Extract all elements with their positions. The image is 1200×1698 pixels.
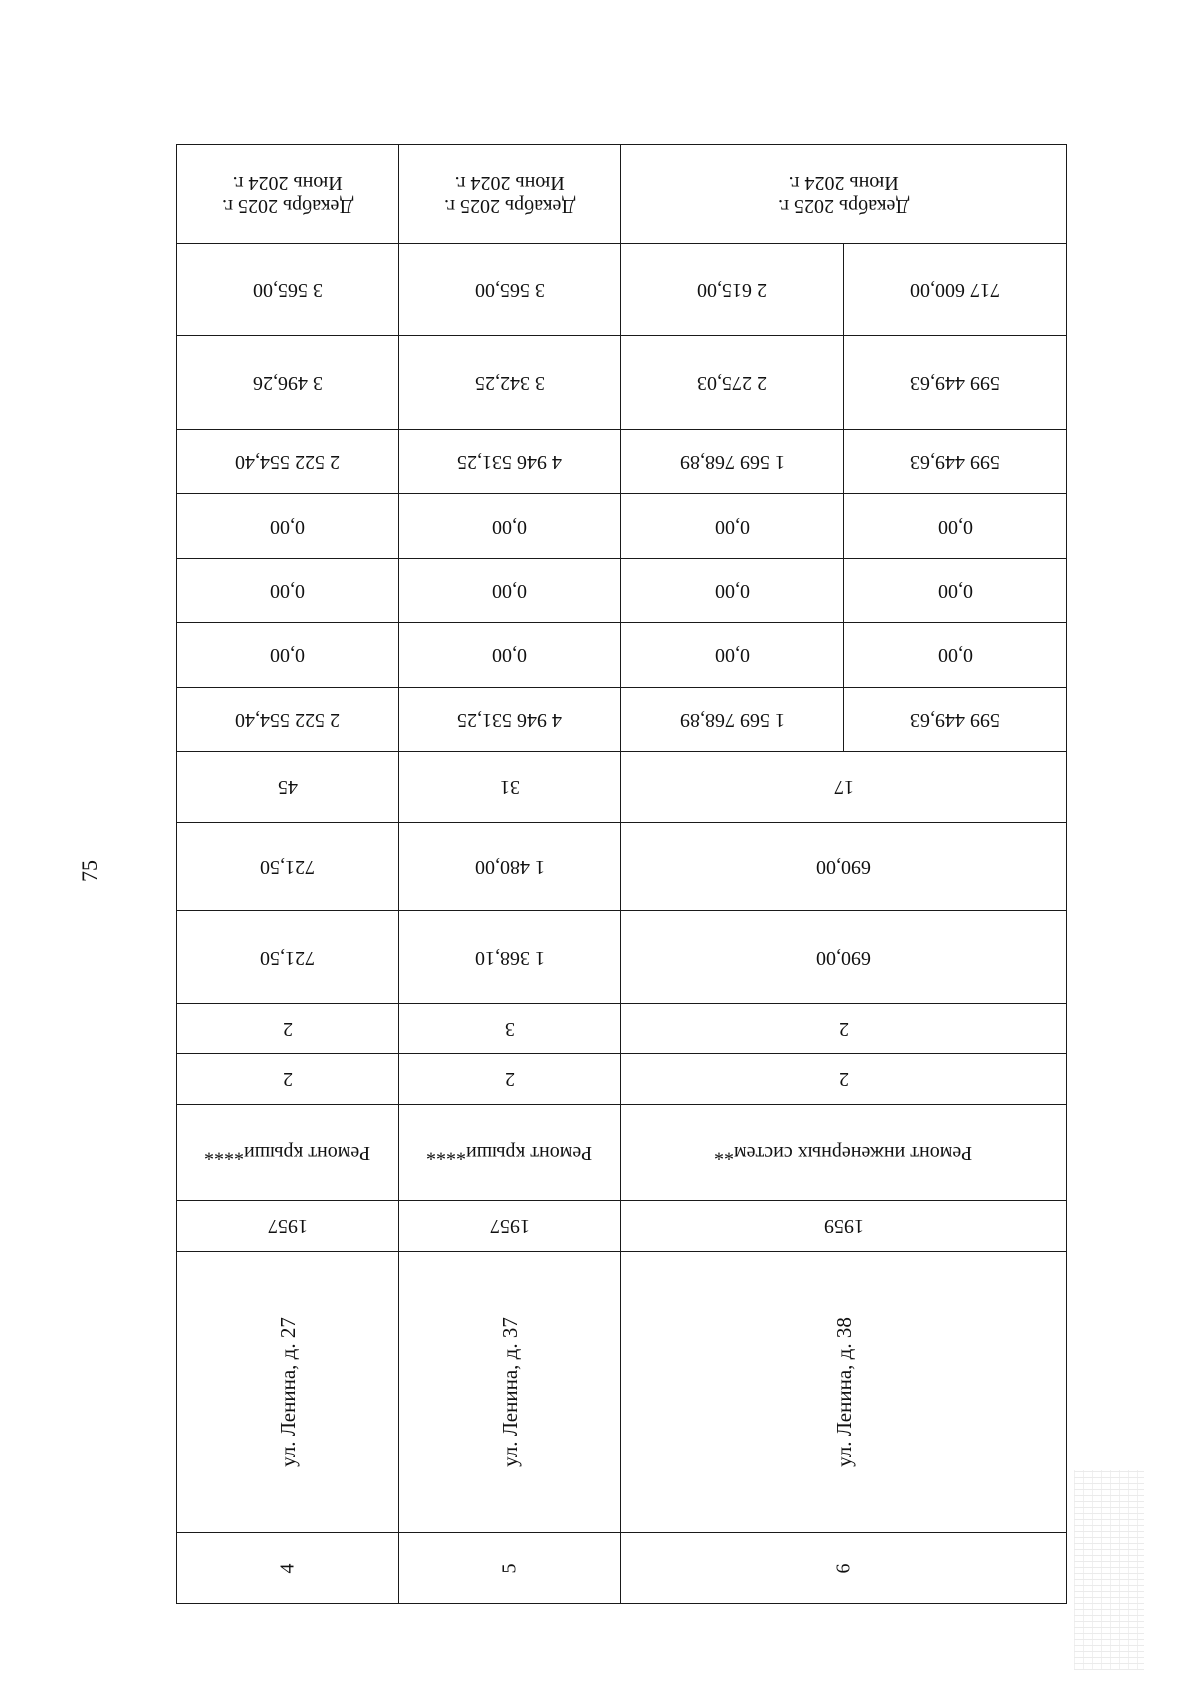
cell-unit-price-row6-left [621, 336, 844, 430]
cell-zero2-row6-left [621, 558, 844, 622]
cell-num-row6 [621, 1533, 1067, 1604]
limit-value: 717 600,00 [910, 278, 1000, 301]
small-value: 2 [838, 1017, 849, 1040]
cell-zero2-row5 [399, 558, 621, 622]
cell-sum-repeat-row4 [177, 429, 399, 493]
cost-value: 1 368,10 [474, 946, 545, 969]
cell-num-row5 [399, 1533, 621, 1604]
limit-value: 3 565,00 [474, 278, 545, 301]
sum-value: 2 522 554,40 [235, 451, 340, 474]
cell-year-row5 [399, 1201, 621, 1251]
zero-value: 0,00 [270, 644, 305, 667]
cell-cost-a-row6 [621, 911, 1067, 1004]
small-value: 2 [282, 1017, 293, 1040]
limit-row [177, 243, 1067, 336]
count-value: 45 [277, 776, 298, 799]
cell-zero1-row5 [399, 623, 621, 687]
count-value: 31 [499, 776, 520, 799]
period-end-text: Декабрь 2025 г. [777, 194, 910, 217]
zero-row-3 [177, 494, 1067, 558]
period-start-text: Июнь 2024 г. [232, 171, 343, 194]
cell-zero1-row6-left [621, 623, 844, 687]
cell-count-row4 [177, 752, 399, 822]
year-value: 1957 [267, 1215, 308, 1238]
cell-address-row6 [621, 1251, 1067, 1533]
cell-cost-b-row4 [177, 822, 399, 911]
cell-sum-total-row6-left [621, 687, 844, 751]
cell-sum-repeat-row5 [399, 429, 621, 493]
sum-value: 1 569 768,89 [679, 708, 785, 731]
zero-row-2 [177, 558, 1067, 622]
cell-zero3-row6-right [844, 494, 1067, 558]
cell-sum-total-row4 [177, 687, 399, 751]
cell-year-row4 [177, 1201, 399, 1251]
zero-row-1 [177, 623, 1067, 687]
cost-value: 721,50 [260, 855, 315, 878]
cell-unit-price-row5 [399, 336, 621, 430]
cell-v2-row5 [399, 1003, 621, 1053]
housing-repair-table [176, 144, 1067, 1604]
period-end-text: Декабрь 2025 г. [443, 194, 576, 217]
sum-value: 2 522 554,40 [235, 708, 340, 731]
cell-sum-repeat-row6-right [844, 429, 1067, 493]
header-period-row5 [399, 145, 621, 244]
sum-value: 599 449,63 [910, 451, 1000, 474]
count-row [177, 752, 1067, 822]
page-number: 75 [77, 860, 102, 882]
address-text: ул. Ленина, д. 27 [275, 1317, 300, 1467]
header-period-row6 [621, 145, 1067, 244]
cell-address-row5 [399, 1251, 621, 1533]
cost-value: 690,00 [816, 855, 871, 878]
period-end-text: Декабрь 2025 г. [221, 194, 354, 217]
v1-row [177, 1054, 1067, 1104]
cell-sum-total-row5 [399, 687, 621, 751]
row-number: 6 [832, 1563, 854, 1574]
period-start-text: Июнь 2024 г. [454, 171, 565, 194]
year-value: 1957 [489, 1215, 530, 1238]
work-type-row [177, 1104, 1067, 1201]
cell-sum-total-row6-right [844, 687, 1067, 751]
cell-limit-row6-right [844, 243, 1067, 336]
cell-count-row5 [399, 752, 621, 822]
zero-value: 0,00 [714, 580, 750, 603]
small-value: 3 [504, 1017, 515, 1040]
cost-b-row [177, 822, 1067, 911]
zero-value: 0,00 [492, 580, 527, 603]
cell-v2-row4 [177, 1003, 399, 1053]
rotated-data-table [176, 144, 1066, 1604]
cell-limit-row4 [177, 243, 399, 336]
row-number-row [177, 1533, 1067, 1604]
row-number: 4 [276, 1563, 298, 1574]
unit-price-value: 3 342,25 [474, 372, 545, 395]
cell-unit-price-row6-right [844, 336, 1067, 430]
scan-noise-artifact [1074, 1470, 1144, 1670]
cell-zero1-row4 [177, 623, 399, 687]
cell-cost-a-row4 [177, 911, 399, 1004]
year-row [177, 1201, 1067, 1251]
cell-count-row6 [621, 752, 1067, 822]
zero-value: 0,00 [492, 515, 527, 538]
sum-total-row [177, 687, 1067, 751]
cell-v2-row6 [621, 1003, 1067, 1053]
unit-price-row [177, 336, 1067, 430]
cost-a-row [177, 911, 1067, 1004]
sum-value: 1 569 768,89 [679, 451, 785, 474]
cell-work-row6 [621, 1104, 1067, 1201]
cell-unit-price-row4 [177, 336, 399, 430]
address-text: ул. Ленина, д. 37 [497, 1317, 522, 1467]
row-number: 5 [498, 1563, 520, 1574]
zero-value: 0,00 [714, 515, 750, 538]
cell-zero3-row4 [177, 494, 399, 558]
work-type-text: Ремонт инженерных систем** [714, 1141, 973, 1164]
cell-zero2-row6-right [844, 558, 1067, 622]
year-value: 1959 [823, 1215, 864, 1238]
cell-limit-row5 [399, 243, 621, 336]
work-type-text: Ремонт крыши**** [426, 1141, 593, 1164]
cell-zero1-row6-right [844, 623, 1067, 687]
small-value: 2 [504, 1068, 515, 1091]
header-period-row4 [177, 145, 399, 244]
limit-value: 2 615,00 [697, 278, 767, 301]
zero-value: 0,00 [937, 580, 973, 603]
cell-work-row5 [399, 1104, 621, 1201]
period-start-text: Июнь 2024 г. [788, 171, 899, 194]
work-type-text: Ремонт крыши**** [204, 1141, 371, 1164]
zero-value: 0,00 [270, 580, 305, 603]
address-text: ул. Ленина, д. 38 [831, 1317, 856, 1467]
zero-value: 0,00 [937, 515, 973, 538]
count-value: 17 [833, 776, 854, 799]
cell-work-row4 [177, 1104, 399, 1201]
cell-cost-a-row5 [399, 911, 621, 1004]
zero-value: 0,00 [937, 644, 973, 667]
unit-price-value: 599 449,63 [910, 372, 1000, 395]
cell-v1-row4 [177, 1054, 399, 1104]
cell-zero3-row5 [399, 494, 621, 558]
limit-value: 3 565,00 [252, 278, 323, 301]
cell-num-row4 [177, 1533, 399, 1604]
cell-v1-row6 [621, 1054, 1067, 1104]
cell-cost-b-row5 [399, 822, 621, 911]
sum-value: 599 449,63 [910, 708, 1000, 731]
unit-price-value: 2 275,03 [697, 372, 767, 395]
sum-value: 4 946 531,25 [457, 708, 562, 731]
zero-value: 0,00 [492, 644, 527, 667]
cell-v1-row5 [399, 1054, 621, 1104]
cell-zero2-row4 [177, 558, 399, 622]
cell-limit-row6-left [621, 243, 844, 336]
zero-value: 0,00 [270, 515, 305, 538]
sum-repeat-row [177, 429, 1067, 493]
header-row [177, 145, 1067, 244]
cell-zero3-row6-left [621, 494, 844, 558]
cell-address-row4 [177, 1251, 399, 1533]
zero-value: 0,00 [714, 644, 750, 667]
small-value: 2 [838, 1068, 849, 1091]
cost-value: 721,50 [260, 946, 315, 969]
cell-year-row6 [621, 1201, 1067, 1251]
cell-sum-repeat-row6-left [621, 429, 844, 493]
cell-cost-b-row6 [621, 822, 1067, 911]
cost-value: 690,00 [816, 946, 871, 969]
cost-value: 1 480,00 [474, 855, 545, 878]
unit-price-value: 3 496,26 [252, 372, 323, 395]
address-row [177, 1251, 1067, 1533]
sum-value: 4 946 531,25 [457, 451, 562, 474]
small-value: 2 [282, 1068, 293, 1091]
v2-row [177, 1003, 1067, 1053]
